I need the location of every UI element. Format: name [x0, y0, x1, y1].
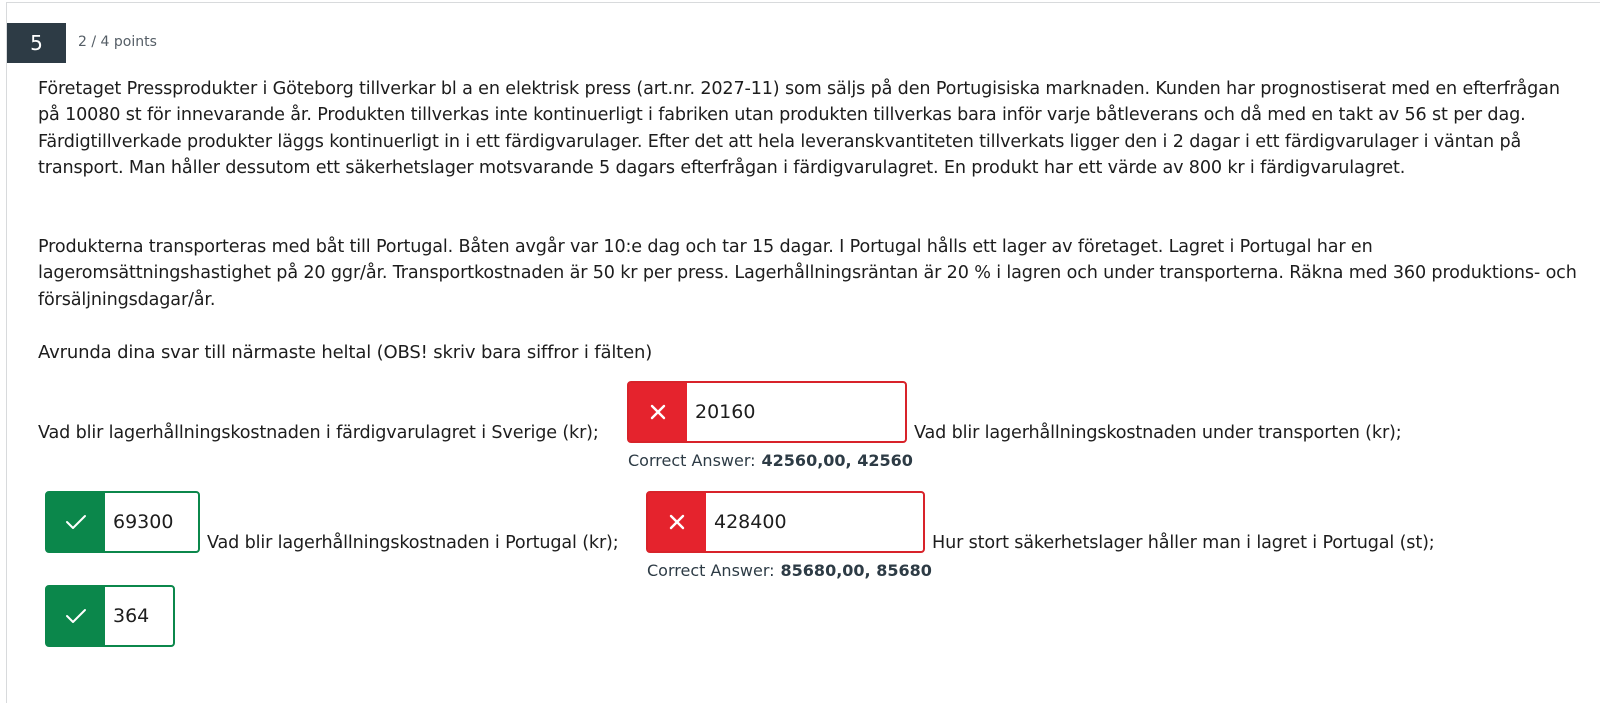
- rounding-instruction: Avrunda dina svar till närmaste heltal (OBS! skriv bara siffror i fälten): [38, 342, 653, 363]
- correct-answer-label: Correct Answer:: [628, 451, 756, 470]
- check-icon: [47, 493, 105, 551]
- answer-field-2[interactable]: [45, 491, 200, 553]
- prompt-portugal-holding-cost: Vad blir lagerhållningskostnaden i Portugal (kr);: [207, 533, 619, 553]
- correct-answer-value: 42560,00, 42560: [761, 451, 913, 470]
- answer-field-1[interactable]: [627, 381, 907, 443]
- correct-answer-label: Correct Answer:: [647, 561, 775, 580]
- correct-answer-3: [647, 561, 932, 580]
- answer-field-3[interactable]: [646, 491, 925, 553]
- prompt-transport-holding-cost: Vad blir lagerhållningskostnaden under transporten (kr);: [914, 423, 1402, 443]
- correct-answer-value: 85680,00, 85680: [780, 561, 932, 580]
- check-icon: [47, 587, 105, 645]
- x-icon: [629, 383, 687, 441]
- answer-value-2: 69300: [113, 511, 174, 533]
- prompt-sweden-holding-cost: Vad blir lagerhållningskostnaden i färdigvarulagret i Sverige (kr);: [38, 423, 599, 443]
- answer-value-3: 428400: [714, 511, 787, 533]
- question-number: 5: [7, 23, 66, 63]
- question-paragraph-2: Produkterna transporteras med båt till Portugal. Båten avgår var 10:e dag och tar 15 dagar. I Portugal hålls ett lager av företaget. Lagret i Portugal har en lageromsättningshastighet på 20 ggr/år. Transportkostnaden är 50 kr per press. Lagerhållningsräntan är 20 % i lagren och under transporterna. Räkna med 360 produktions- och försäljningsdagar/år.: [38, 237, 1577, 310]
- question-paragraph-1: Företaget Pressprodukter i Göteborg tillverkar bl a en elektrisk press (art.nr. 2027-11) som säljs på den Portugisiska marknaden. Kunden har prognostiserat med en efterfrågan på 10080 st för innevarande år. Produkten tillverkas inte kontinuerligt i fabriken utan produkten tillverkas bara inför varje båtleverans och då med en takt av 56 st per dag. Färdigtillverkade produkter läggs kontinuerligt in i ett färdigvarulager. Efter det att hela leveranskvantiteten tillverkats ligger den i 2 dagar i ett färdigvarulager i väntan på transport. Man håller dessutom ett säkerhetslager motsvarande 5 dagars efterfrågan i färdigvarulagret. En produkt har ett värde av 800 kr i färdigvarulagret.: [38, 79, 1560, 178]
- question-points: 2 / 4 points: [78, 34, 157, 50]
- answer-field-4[interactable]: [45, 585, 175, 647]
- x-icon: [648, 493, 706, 551]
- answer-value-1: 20160: [695, 401, 756, 423]
- answer-value-4: 364: [113, 605, 150, 627]
- prompt-portugal-safety-stock: Hur stort säkerhetslager håller man i lagret i Portugal (st);: [932, 533, 1435, 553]
- correct-answer-1: [628, 451, 913, 470]
